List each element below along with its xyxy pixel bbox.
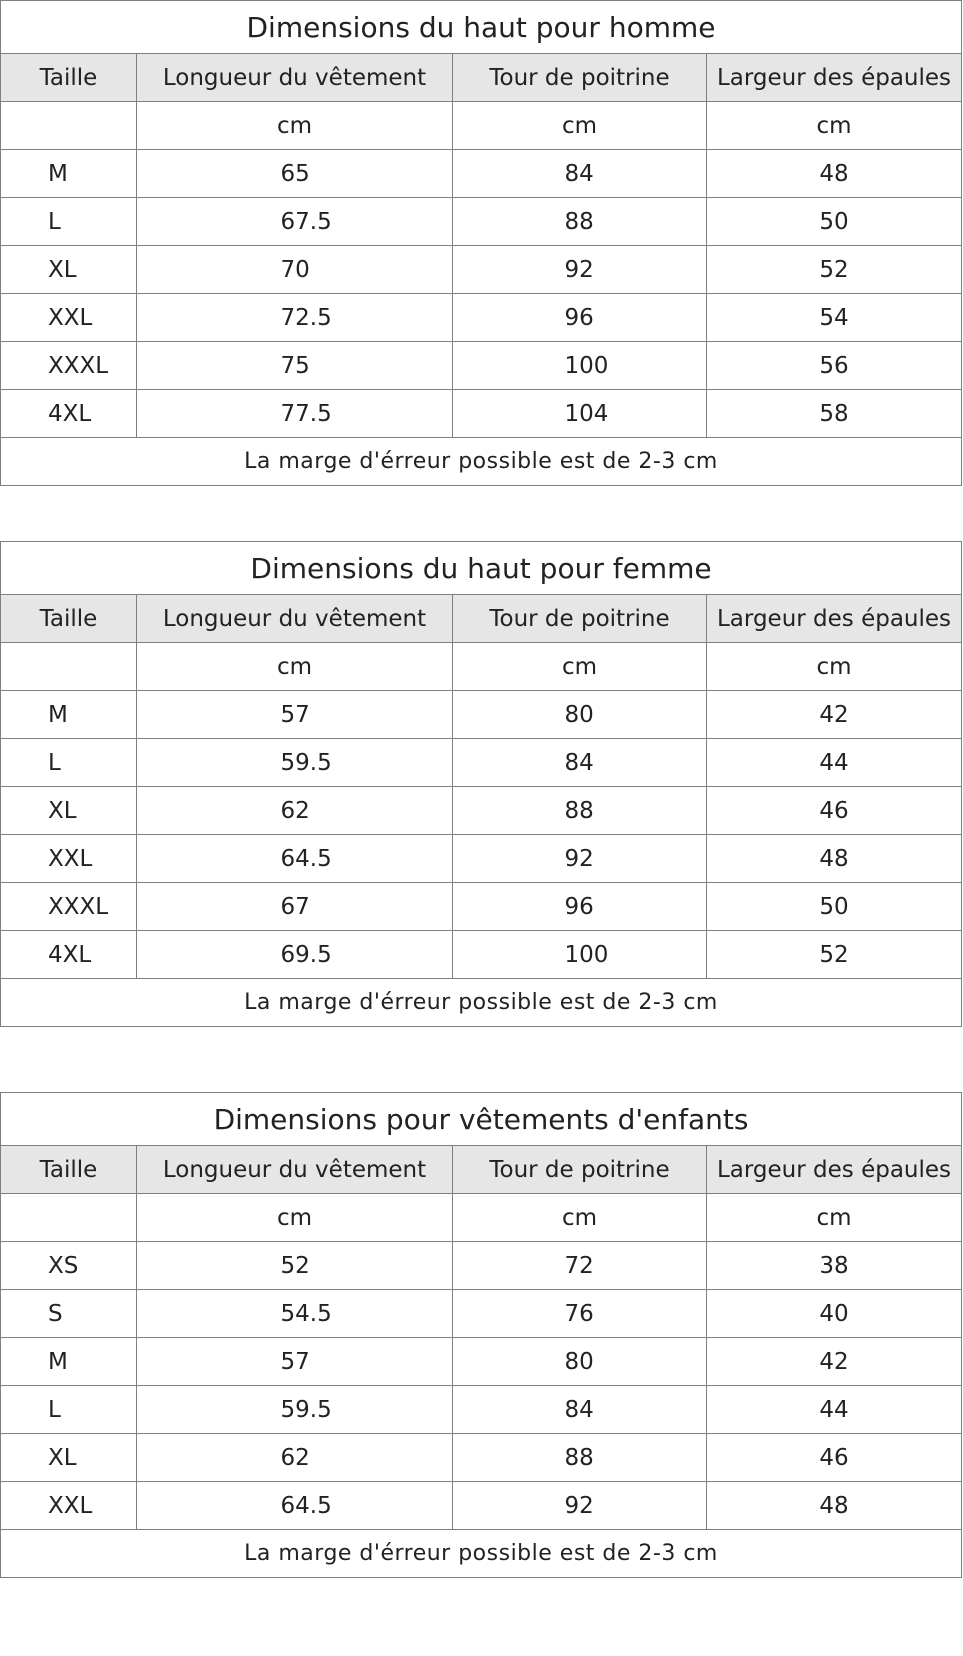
cell-length [137, 1338, 453, 1386]
cell-size: L [1, 739, 137, 787]
cell-size: M [1, 150, 137, 198]
value-chest: 92 [564, 845, 594, 872]
table-row [1, 150, 962, 198]
cell-size: XS [1, 1242, 137, 1290]
value-chest: 84 [564, 160, 594, 187]
table-row [1, 390, 962, 438]
value-chest: 80 [564, 701, 594, 728]
value-chest: 84 [564, 749, 594, 776]
table-title: Dimensions pour vêtements d'enfants [1, 1093, 962, 1146]
value-length: 70 [280, 256, 310, 283]
table-row [1, 1242, 962, 1290]
table-header-row [1, 595, 962, 643]
value-chest: 92 [564, 1492, 594, 1519]
cell-chest [453, 1434, 707, 1482]
table-title-row [1, 1093, 962, 1146]
cell-size: XXL [1, 1482, 137, 1530]
value-chest: 100 [564, 941, 609, 968]
value-length: 59.5 [280, 1396, 332, 1423]
value-length: 52 [280, 1252, 310, 1279]
cell-size: M [1, 1338, 137, 1386]
header-length: Longueur du vêtement [137, 595, 453, 643]
table-header-row [1, 54, 962, 102]
table-row [1, 787, 962, 835]
units-row [1, 1194, 962, 1242]
cell-length [137, 1434, 453, 1482]
error-margin-note: La marge d'érreur possible est de 2-3 cm [1, 1530, 962, 1578]
cell-length [137, 198, 453, 246]
header-length: Longueur du vêtement [137, 54, 453, 102]
cell-shoulder: 52 [707, 931, 962, 979]
table-title: Dimensions du haut pour femme [1, 542, 962, 595]
header-size: Taille [1, 1146, 137, 1194]
cell-size: S [1, 1290, 137, 1338]
cell-shoulder: 48 [707, 835, 962, 883]
cell-size: L [1, 198, 137, 246]
value-length: 69.5 [280, 941, 332, 968]
cell-shoulder: 38 [707, 1242, 962, 1290]
table-row [1, 1386, 962, 1434]
value-chest: 80 [564, 1348, 594, 1375]
cell-chest [453, 246, 707, 294]
table-title: Dimensions du haut pour homme [1, 1, 962, 54]
cell-size: XL [1, 1434, 137, 1482]
value-length: 75 [280, 352, 310, 379]
value-length: 67.5 [280, 208, 332, 235]
cell-chest [453, 1338, 707, 1386]
value-length: 64.5 [280, 845, 332, 872]
units-row [1, 102, 962, 150]
cell-chest [453, 390, 707, 438]
table-row [1, 1434, 962, 1482]
table-row [1, 1290, 962, 1338]
cell-length [137, 150, 453, 198]
table-row [1, 691, 962, 739]
cell-size: 4XL [1, 390, 137, 438]
cell-shoulder: 48 [707, 150, 962, 198]
units-size [1, 1194, 137, 1242]
value-length: 77.5 [280, 400, 332, 427]
cell-shoulder: 56 [707, 342, 962, 390]
cell-length [137, 390, 453, 438]
cell-length [137, 1482, 453, 1530]
table-row [1, 294, 962, 342]
cell-size: XXXL [1, 883, 137, 931]
note-row [1, 1530, 962, 1578]
value-length: 57 [280, 1348, 310, 1375]
unit-chest: cm [453, 1194, 707, 1242]
value-chest: 92 [564, 256, 594, 283]
unit-chest: cm [453, 102, 707, 150]
cell-length [137, 294, 453, 342]
value-chest: 72 [564, 1252, 594, 1279]
cell-shoulder: 46 [707, 1434, 962, 1482]
cell-length [137, 342, 453, 390]
cell-chest [453, 835, 707, 883]
header-size: Taille [1, 595, 137, 643]
value-chest: 96 [564, 893, 594, 920]
table-row [1, 342, 962, 390]
unit-shoulder: cm [707, 1194, 962, 1242]
cell-length [137, 931, 453, 979]
cell-chest [453, 294, 707, 342]
cell-shoulder: 40 [707, 1290, 962, 1338]
cell-length [137, 246, 453, 294]
value-chest: 88 [564, 797, 594, 824]
header-chest: Tour de poitrine [453, 595, 707, 643]
header-size: Taille [1, 54, 137, 102]
units-size [1, 102, 137, 150]
cell-shoulder: 58 [707, 390, 962, 438]
cell-size: XXXL [1, 342, 137, 390]
header-chest: Tour de poitrine [453, 54, 707, 102]
table-title-row [1, 1, 962, 54]
cell-length [137, 835, 453, 883]
cell-chest [453, 150, 707, 198]
error-margin-note: La marge d'érreur possible est de 2-3 cm [1, 979, 962, 1027]
cell-shoulder: 48 [707, 1482, 962, 1530]
unit-shoulder: cm [707, 102, 962, 150]
cell-shoulder: 44 [707, 739, 962, 787]
cell-length [137, 787, 453, 835]
cell-size: XL [1, 787, 137, 835]
cell-chest [453, 1290, 707, 1338]
value-chest: 96 [564, 304, 594, 331]
cell-chest [453, 931, 707, 979]
table-row [1, 931, 962, 979]
cell-length [137, 1242, 453, 1290]
size-table-women [0, 541, 962, 1027]
header-length: Longueur du vêtement [137, 1146, 453, 1194]
value-length: 65 [280, 160, 310, 187]
header-shoulder: Largeur des épaules [707, 54, 962, 102]
cell-shoulder: 46 [707, 787, 962, 835]
value-length: 54.5 [280, 1300, 332, 1327]
table-row [1, 1482, 962, 1530]
table-title-row [1, 542, 962, 595]
cell-shoulder: 50 [707, 198, 962, 246]
unit-shoulder: cm [707, 643, 962, 691]
value-length: 72.5 [280, 304, 332, 331]
table-header-row [1, 1146, 962, 1194]
value-chest: 88 [564, 208, 594, 235]
unit-length: cm [137, 102, 453, 150]
value-chest: 100 [564, 352, 609, 379]
cell-shoulder: 42 [707, 1338, 962, 1386]
value-length: 62 [280, 1444, 310, 1471]
value-chest: 84 [564, 1396, 594, 1423]
cell-shoulder: 54 [707, 294, 962, 342]
cell-length [137, 739, 453, 787]
value-length: 62 [280, 797, 310, 824]
size-table-kids [0, 1092, 962, 1578]
value-length: 59.5 [280, 749, 332, 776]
value-chest: 104 [564, 400, 609, 427]
units-row [1, 643, 962, 691]
cell-size: XL [1, 246, 137, 294]
cell-length [137, 883, 453, 931]
cell-shoulder: 44 [707, 1386, 962, 1434]
cell-chest [453, 1386, 707, 1434]
cell-chest [453, 342, 707, 390]
size-table-men [0, 0, 962, 486]
cell-shoulder: 52 [707, 246, 962, 294]
cell-chest [453, 198, 707, 246]
cell-shoulder: 42 [707, 691, 962, 739]
cell-chest [453, 739, 707, 787]
cell-shoulder: 50 [707, 883, 962, 931]
cell-size: 4XL [1, 931, 137, 979]
value-chest: 88 [564, 1444, 594, 1471]
cell-length [137, 1290, 453, 1338]
unit-length: cm [137, 643, 453, 691]
value-chest: 76 [564, 1300, 594, 1327]
cell-chest [453, 787, 707, 835]
note-row [1, 979, 962, 1027]
cell-chest [453, 1482, 707, 1530]
header-shoulder: Largeur des épaules [707, 595, 962, 643]
table-row [1, 198, 962, 246]
cell-size: L [1, 1386, 137, 1434]
units-size [1, 643, 137, 691]
header-chest: Tour de poitrine [453, 1146, 707, 1194]
note-row [1, 438, 962, 486]
cell-length [137, 1386, 453, 1434]
error-margin-note: La marge d'érreur possible est de 2-3 cm [1, 438, 962, 486]
cell-size: M [1, 691, 137, 739]
value-length: 57 [280, 701, 310, 728]
table-row [1, 883, 962, 931]
cell-length [137, 691, 453, 739]
cell-chest [453, 1242, 707, 1290]
cell-size: XXL [1, 294, 137, 342]
unit-chest: cm [453, 643, 707, 691]
table-row [1, 1338, 962, 1386]
table-row [1, 835, 962, 883]
table-row [1, 246, 962, 294]
value-length: 67 [280, 893, 310, 920]
cell-chest [453, 691, 707, 739]
value-length: 64.5 [280, 1492, 332, 1519]
unit-length: cm [137, 1194, 453, 1242]
cell-chest [453, 883, 707, 931]
header-shoulder: Largeur des épaules [707, 1146, 962, 1194]
cell-size: XXL [1, 835, 137, 883]
table-row [1, 739, 962, 787]
